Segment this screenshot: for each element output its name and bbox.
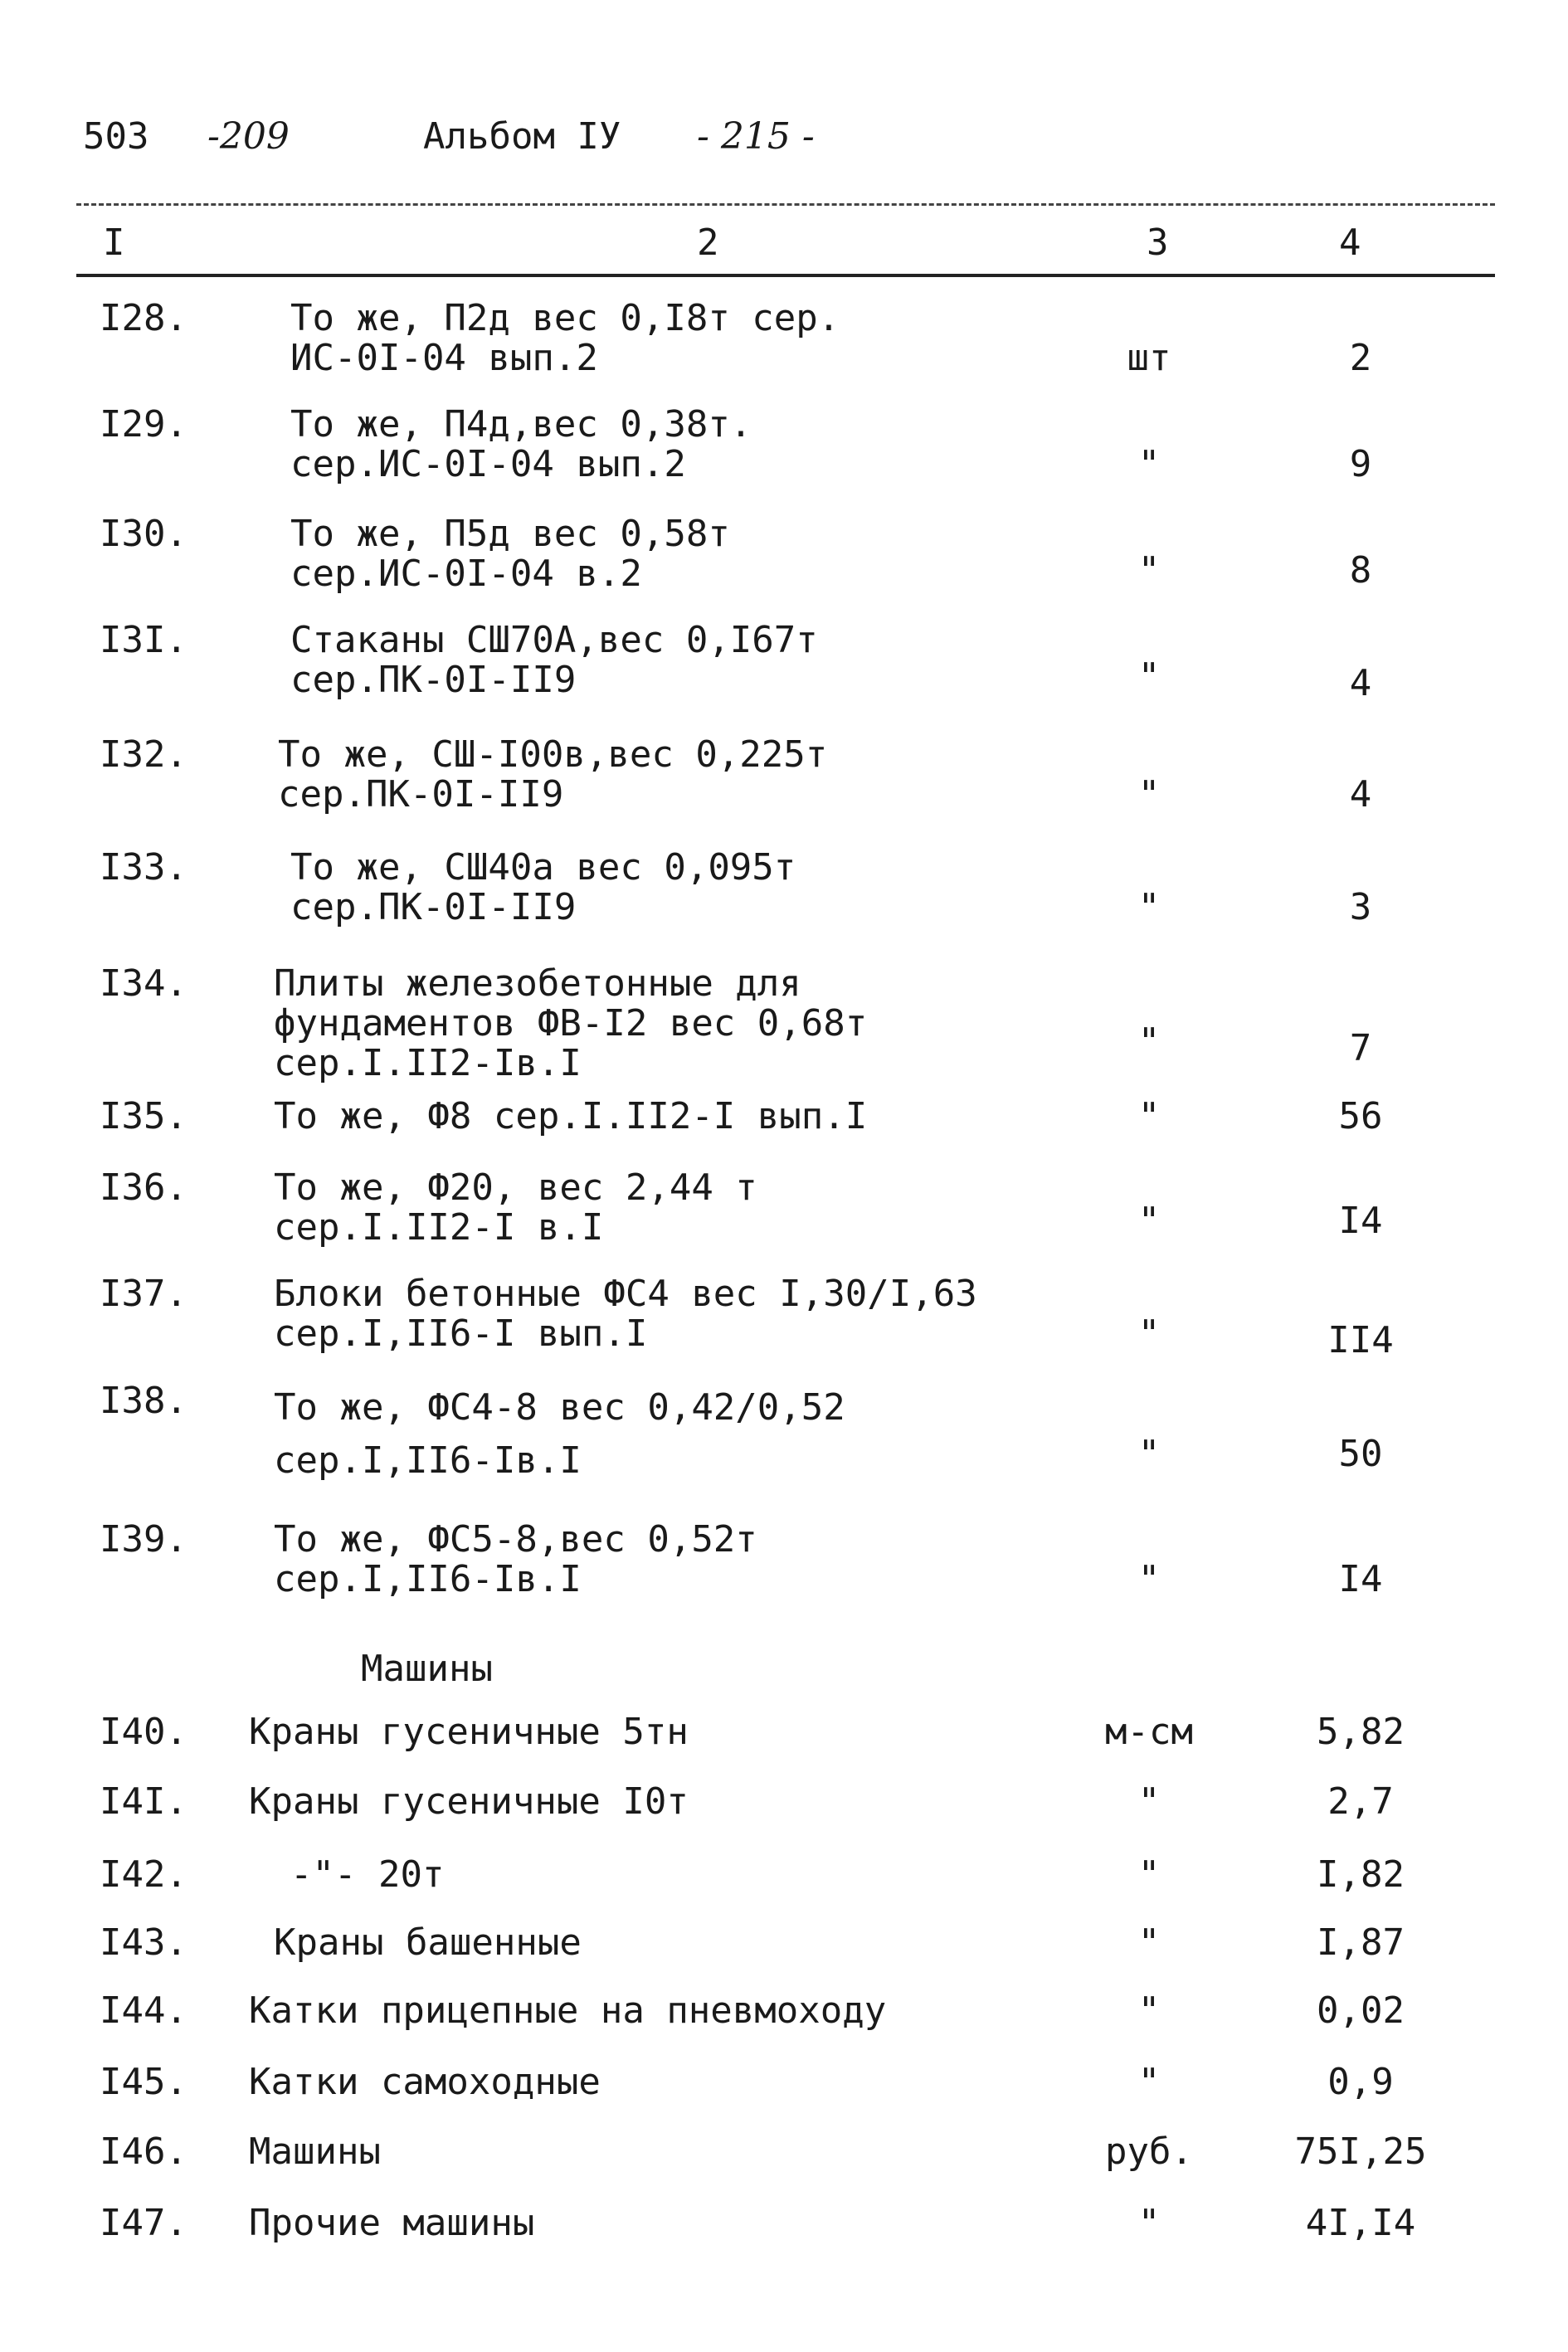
row-number: I37. <box>100 1273 187 1315</box>
row-description: То же, П2д вес 0,I8т сер. ИС-0I-04 вып.2 <box>290 297 840 379</box>
row-number: I29. <box>100 403 187 446</box>
row-description: Краны гусеничные I0т <box>249 1780 689 1823</box>
row-unit: " <box>1137 549 1161 592</box>
row-description: Прочие машины <box>249 2202 535 2244</box>
row-unit: м-см <box>1105 1711 1193 1753</box>
page-number: - 215 - <box>697 115 815 158</box>
row-number: I33. <box>100 846 187 889</box>
row-number: I32. <box>100 733 187 776</box>
table-top-rule <box>76 203 1495 206</box>
row-unit: " <box>1137 773 1161 816</box>
row-quantity: 2 <box>1349 337 1372 379</box>
row-quantity: 4 <box>1349 662 1372 704</box>
row-number: I3I. <box>100 619 187 661</box>
row-number: I44. <box>100 1989 187 2032</box>
row-number: I45. <box>100 2061 187 2103</box>
row-description: То же, ФС5-8,вес 0,52т сер.I,II6-Iв.I <box>274 1518 757 1600</box>
row-number: I40. <box>100 1711 187 1753</box>
row-quantity: 2,7 <box>1327 1780 1394 1823</box>
row-number: I36. <box>100 1166 187 1209</box>
row-unit: " <box>1137 2061 1161 2103</box>
row-unit: " <box>1137 1020 1161 1063</box>
row-number: I39. <box>100 1518 187 1561</box>
row-description: Краны гусеничные 5тн <box>249 1711 689 1753</box>
row-unit: " <box>1137 1433 1161 1475</box>
row-description: Стаканы СШ70А,вес 0,I67т сер.ПК-0I-II9 <box>290 619 818 701</box>
row-unit: " <box>1137 1312 1161 1355</box>
row-description: -"- 20т <box>290 1853 445 1896</box>
row-number: I28. <box>100 297 187 339</box>
row-unit: " <box>1137 1780 1161 1823</box>
row-description: Катки самоходные <box>249 2061 601 2103</box>
row-quantity: I,87 <box>1317 1921 1405 1964</box>
row-number: I42. <box>100 1853 187 1896</box>
row-description: Машины <box>249 2130 381 2173</box>
row-description: То же, Ф8 сер.I.II2-I вып.I <box>274 1095 868 1137</box>
row-description: Краны башенные <box>274 1921 582 1964</box>
row-unit: " <box>1137 2202 1161 2244</box>
row-unit: " <box>1137 1558 1161 1600</box>
row-quantity: 7 <box>1349 1027 1372 1069</box>
table-header-rule <box>76 274 1495 277</box>
row-description: То же, П4д,вес 0,38т. сер.ИС-0I-04 вып.2 <box>290 403 752 485</box>
row-quantity: 0,02 <box>1317 1989 1405 2032</box>
row-quantity: 8 <box>1349 549 1372 592</box>
row-number: I30. <box>100 513 187 555</box>
row-quantity: I4 <box>1338 1558 1383 1600</box>
column-header-3: 3 <box>1147 222 1169 264</box>
row-description: Плиты железобетонные для фундаментов ФВ-I2 вес 0,68т сер.I.II2-Iв.I <box>274 962 868 1084</box>
row-quantity: 3 <box>1349 886 1372 928</box>
row-unit: " <box>1137 1989 1161 2032</box>
row-number: I34. <box>100 962 187 1005</box>
row-description: Блоки бетонные ФС4 вес I,30/I,63 сер.I,II6-I вып.I <box>274 1273 977 1355</box>
row-description: То же, СШ-I00в,вес 0,225т сер.ПК-0I-II9 <box>278 733 828 816</box>
row-quantity: 4I,I4 <box>1305 2202 1416 2244</box>
row-unit: " <box>1137 443 1161 485</box>
row-number: I4I. <box>100 1780 187 1823</box>
column-header-4: 4 <box>1339 222 1361 264</box>
row-description: То же, Ф20, вес 2,44 т сер.I.II2-I в.I <box>274 1166 757 1249</box>
row-quantity: I4 <box>1338 1200 1383 1242</box>
row-quantity: 56 <box>1338 1095 1383 1137</box>
row-number: I46. <box>100 2130 187 2173</box>
row-unit: " <box>1137 1095 1161 1137</box>
row-quantity: 0,9 <box>1327 2061 1394 2103</box>
row-quantity: 5,82 <box>1317 1711 1405 1753</box>
row-quantity: II4 <box>1327 1319 1394 1361</box>
row-quantity: 9 <box>1349 443 1372 485</box>
row-description: То же, П5д вес 0,58т сер.ИС-0I-04 в.2 <box>290 513 730 595</box>
row-unit: руб. <box>1105 2130 1193 2173</box>
row-unit: " <box>1137 1853 1161 1896</box>
row-unit: " <box>1137 1921 1161 1964</box>
column-header-1: I <box>103 222 125 264</box>
row-quantity: 4 <box>1349 773 1372 816</box>
row-number: I35. <box>100 1095 187 1137</box>
row-number: I47. <box>100 2202 187 2244</box>
row-unit: шт <box>1127 337 1171 379</box>
row-description: То же, ФС4-8 вес 0,42/0,52 сер.I,II6-Iв.I <box>274 1386 845 1482</box>
row-quantity: 50 <box>1338 1433 1383 1475</box>
row-number: I38. <box>100 1380 187 1422</box>
row-description: То же, СШ40а вес 0,095т сер.ПК-0I-II9 <box>290 846 796 928</box>
row-unit: " <box>1137 1200 1161 1242</box>
sheet-number: -209 <box>207 115 290 158</box>
row-unit: " <box>1137 655 1161 698</box>
row-quantity: 75I,25 <box>1294 2130 1427 2173</box>
row-number: I43. <box>100 1921 187 1964</box>
section-title-machines: Машины <box>361 1648 493 1690</box>
row-quantity: I,82 <box>1317 1853 1405 1896</box>
column-header-2: 2 <box>697 222 719 264</box>
row-unit: " <box>1137 886 1161 928</box>
album-title: Альбом IУ <box>423 115 621 158</box>
document-number: 503 <box>83 115 149 158</box>
row-description: Катки прицепные на пневмоходу <box>249 1989 887 2032</box>
